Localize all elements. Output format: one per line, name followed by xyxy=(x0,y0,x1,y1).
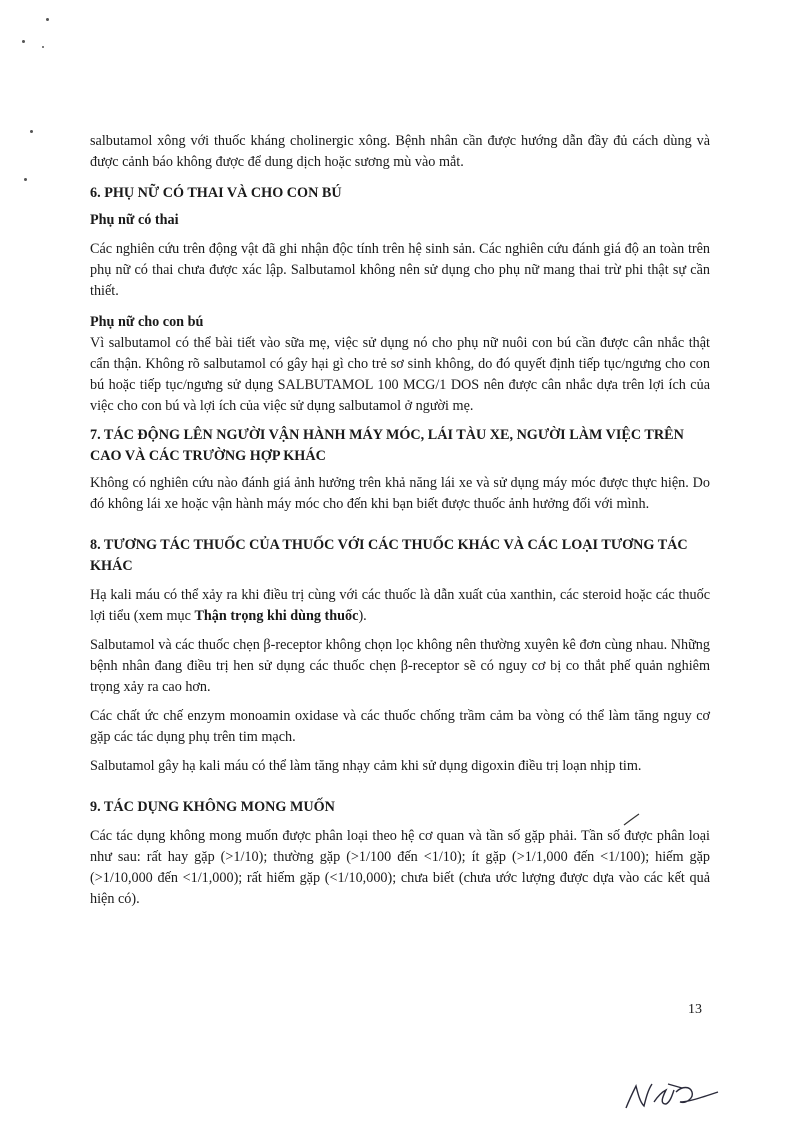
handwritten-tick-mark xyxy=(622,812,642,828)
section-7-heading: 7. TÁC ĐỘNG LÊN NGƯỜI VẬN HÀNH MÁY MÓC, LÁI TÀU XE, NGƯỜI LÀM VIỆC TRÊN CAO VÀ CÁC TRƯỜNG HỢP KHÁC xyxy=(90,427,684,464)
section-8-paragraph-2: Salbutamol và các thuốc chẹn β-receptor không chọn lọc không nên thường xuyên kê đơn cùng nhau. Những bệnh nhân đang điều trị hen sử dụng các thuốc chẹn β-receptor sẽ có nguy cơ bị co thắt phế quản nghiêm trọng xảy ra cao hơn. xyxy=(90,637,710,695)
cross-reference-bold: Thận trọng khi dùng thuốc xyxy=(194,608,359,624)
section-8-heading: 8. TƯƠNG TÁC THUỐC CỦA THUỐC VỚI CÁC THUỐC KHÁC VÀ CÁC LOẠI TƯƠNG TÁC KHÁC xyxy=(90,537,688,574)
section-8-paragraph-1-text: Hạ kali máu có thể xảy ra khi điều trị cùng với các thuốc là dẫn xuất của xanthin, các steroid hoặc các thuốc lợi tiểu (xem mục xyxy=(90,587,710,624)
scan-speck xyxy=(22,40,25,43)
scan-speck xyxy=(24,178,27,181)
section-6-breastfeeding-paragraph: Vì salbutamol có thể bài tiết vào sữa mẹ, việc sử dụng nó cho phụ nữ nuôi con bú cần được cân nhắc thật cẩn thận. Không rõ salbutamol có gây hại gì cho trẻ sơ sinh không, do đó quyết định tiếp tục/ngưng cho con bú hoặc tiếp tục/ngưng sử dụng SALBUTAMOL 100 MCG/1 DOS nên được cân nhắc dựa trên lợi ích của việc cho con bú và lợi ích của việc sử dụng salbutamol ở người mẹ. xyxy=(90,335,710,414)
scan-speck xyxy=(42,46,44,48)
handwritten-initials-signature xyxy=(622,1072,722,1114)
section-6-subheading-pregnancy: Phụ nữ có thai xyxy=(90,212,179,228)
page-number: 13 xyxy=(688,1002,702,1017)
section-9-paragraph: Các tác dụng không mong muốn được phân loại theo hệ cơ quan và tần số gặp phải. Tần số được phân loại như sau: rất hay gặp (>1/10); thường gặp (>1/100 đến <1/10); ít gặp (>1/1,000 đến <1/100); hiếm gặp (>1/10,000 đến <1/1,000); rất hiếm gặp (<1/10,000); chưa biết (chưa ước lượng được dựa vào các kết quả hiện có). xyxy=(90,828,710,907)
section-8-paragraph-4: Salbutamol gây hạ kali máu có thể làm tăng nhạy cảm khi sử dụng digoxin điều trị loạn nhịp tim. xyxy=(90,758,642,774)
section-8-paragraph-1-end: ). xyxy=(358,608,367,624)
section-8-paragraph-3: Các chất ức chế enzym monoamin oxidase và các thuốc chống trầm cảm ba vòng có thể làm tăng nguy cơ gặp các tác dụng phụ trên tim mạch. xyxy=(90,708,710,745)
section-9-heading: 9. TÁC DỤNG KHÔNG MONG MUỐN xyxy=(90,799,335,815)
scan-speck xyxy=(46,18,49,21)
section-6-heading: 6. PHỤ NỮ CÓ THAI VÀ CHO CON BÚ xyxy=(90,185,342,201)
section-6-subheading-breastfeeding: Phụ nữ cho con bú xyxy=(90,314,204,330)
section-7-paragraph: Không có nghiên cứu nào đánh giá ảnh hưởng trên khả năng lái xe và sử dụng máy móc được thực hiện. Do đó không lái xe hoặc vận hành máy móc cho đến khi bạn biết được thuốc ảnh hưởng đối với mình. xyxy=(90,475,710,512)
intro-paragraph: salbutamol xông với thuốc kháng cholinergic xông. Bệnh nhân cần được hướng dẫn đầy đủ cách dùng và được cảnh báo không được để dung dịch hoặc sương mù vào mắt. xyxy=(90,133,710,170)
section-6-pregnancy-paragraph: Các nghiên cứu trên động vật đã ghi nhận độc tính trên hệ sinh sản. Các nghiên cứu đánh giá độ an toàn trên phụ nữ có thai chưa được xác lập. Salbutamol không nên sử dụng cho phụ nữ mang thai trừ phi thật sự cần thiết. xyxy=(90,241,710,299)
section-8-paragraph-1 xyxy=(90,585,710,627)
scan-speck xyxy=(30,130,33,133)
document-body xyxy=(90,131,710,910)
